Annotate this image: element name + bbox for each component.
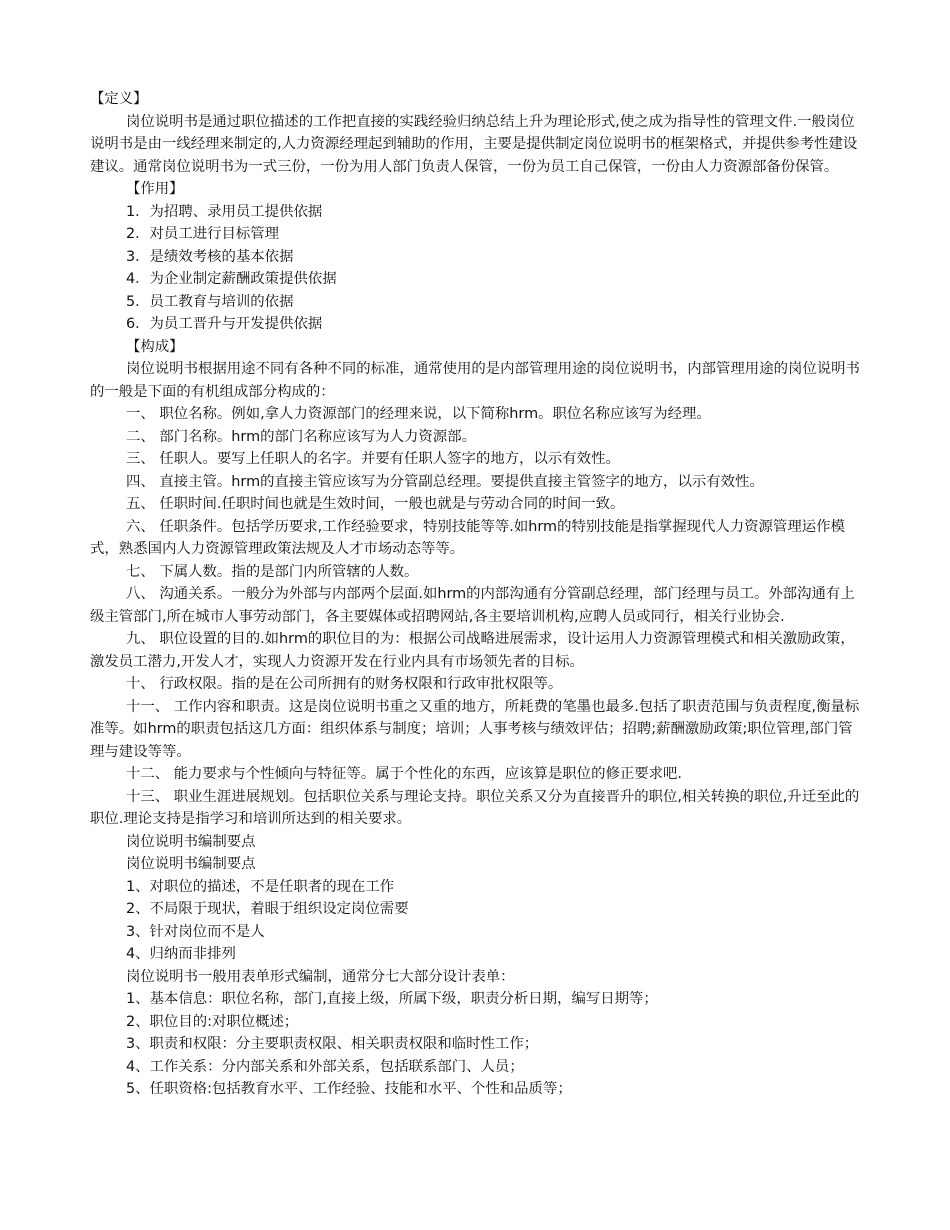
- list-item: 3、职责和权限：分主要职责权限、相关职责权限和临时性工作；: [126, 1036, 539, 1052]
- composition-item: 七、 下属人数。指的是部门内所管辖的人数。: [126, 563, 419, 580]
- list-item: 4、工作关系：分内部关系和外部关系，包括联系部门、人员；: [126, 1058, 524, 1075]
- composition-item: 四、 直接主管。hrm的直接主管应该写为分管副总经理。要提供直接主管签字的地方，以示有效性。: [126, 473, 764, 490]
- list-item: 1、基本信息：职位名称，部门,直接上级，所属下级，职责分析日期，编写日期等；: [126, 991, 658, 1007]
- list-item: 6．为员工晋升与开发提供依据: [126, 316, 323, 332]
- key-points-title: 岗位说明书编制要点: [126, 856, 256, 872]
- composition-item: 三、 任职人。要写上任职人的名字。并要有任职人签字的地方，以示有效性。: [126, 451, 620, 467]
- composition-item: 六、 任职条件。包括学历要求,工作经验要求，特别技能等等.如hrm的特别技能是指掌握现代人力资源管理运作模式，熟悉国内人力资源管理政策法规及人才市场动态等等。: [90, 518, 845, 557]
- list-item: 2．对员工进行目标管理: [126, 226, 280, 242]
- list-item: 1、对职位的描述，不是任职者的现在工作: [126, 878, 395, 895]
- heading-definition: 【定义】: [90, 91, 148, 107]
- composition-item: 十二、 能力要求与个性倾向与特征等。属于个性化的东西，应该算是职位的修正要求吧.: [126, 766, 682, 782]
- list-item: 2、不局限于现状，着眼于组织设定岗位需要: [126, 901, 409, 917]
- key-points-title: 岗位说明书编制要点: [126, 833, 256, 850]
- heading-composition: 【构成】: [126, 338, 184, 355]
- list-item: 3．是绩效考核的基本依据: [126, 248, 294, 265]
- list-item: 2、职位目的:对职位概述；: [126, 1013, 299, 1030]
- list-item: 3、针对岗位而不是人: [126, 923, 265, 940]
- definition-paragraph: 岗位说明书是通过职位描述的工作把直接的实践经验归纳总结上升为理论形式,使之成为指导性的管理文件.一般岗位说明书是由一线经理来制定的,人力资源经理起到辅助的作用，主要是提供制定岗位说明书的框架格式，并提供参考性建设建议。通常岗位说明书为一式三份，一份为用人部门负责人保管，一份为员工自己保管，一份由人力资源部备份保管。: [90, 113, 858, 175]
- list-item: 4、归纳而非排列: [126, 946, 236, 962]
- list-item: 4．为企业制定薪酬政策提供依据: [126, 271, 337, 287]
- list-item: 1．为招聘、录用员工提供依据: [126, 203, 323, 220]
- document-page: [90, 88, 860, 1101]
- heading-role: 【作用】: [126, 181, 184, 197]
- composition-item: 一、 职位名称。例如,拿人力资源部门的经理来说，以下简称hrm。职位名称应该写为经理。: [126, 406, 711, 422]
- composition-item: 十一、 工作内容和职责。这是岗位说明书重之又重的地方，所耗费的笔墨也最多.包括了职责范围与负责程度,衡量标准等。如hrm的职责包括这几方面：组织体系与制度；培训；人事考核与绩效评估；招聘;薪酬激励政策;职位管理,部门管理与建设等等。: [90, 698, 860, 760]
- form-intro: 岗位说明书一般用表单形式编制，通常分七大部分设计表单：: [126, 968, 515, 985]
- role-list: [90, 201, 860, 336]
- composition-item: 十三、 职业生涯进展规划。包括职位关系与理论支持。职位关系又分为直接晋升的职位,相关转换的职位,升迁至此的职位.理论支持是指学习和培训所达到的相关要求。: [90, 788, 860, 827]
- list-item: 5、任职资格:包括教育水平、工作经验、技能和水平、个性和品质等；: [126, 1081, 572, 1097]
- composition-item: 八、 沟通关系。一般分为外部与内部两个层面.如hrm的内部沟通有分管副总经理，部门经理与员工。外部沟通有上级主管部门,所在城市人事劳动部门，各主要媒体或招聘网站,各主要培训机构,应聘人员或同行，相关行业协会.: [90, 586, 855, 625]
- composition-item: 五、 任职时间.任职时间也就是生效时间，一般也就是与劳动合同的时间一致。: [126, 496, 625, 512]
- composition-item: 九、 职位设置的目的.如hrm的职位目的为：根据公司战略进展需求，设计运用人力资源管理模式和相关激励政策，激发员工潜力,开发人才，实现人力资源开发在行业内具有市场领先者的目标。: [90, 631, 855, 670]
- list-item: 5．员工教育与培训的依据: [126, 293, 294, 310]
- composition-item: 二、 部门名称。hrm的部门名称应该写为人力资源部。: [126, 428, 476, 445]
- composition-intro: 岗位说明书根据用途不同有各种不同的标准，通常使用的是内部管理用途的岗位说明书，内部管理用途的岗位说明书的一般是下面的有机组成部分构成的：: [90, 361, 860, 400]
- composition-item: 十、 行政权限。指的是在公司所拥有的财务权限和行政审批权限等。: [126, 676, 563, 692]
